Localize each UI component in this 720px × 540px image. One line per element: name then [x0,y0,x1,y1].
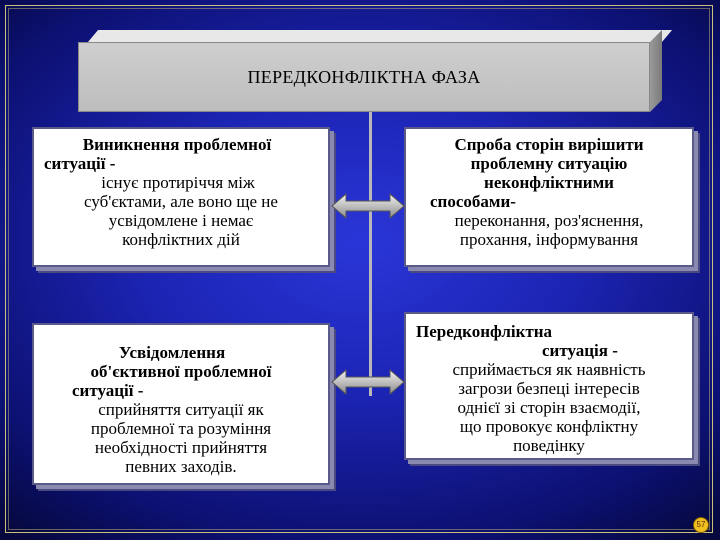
header-top-face [88,30,672,42]
box-br-line-3: сприймається як наявність [452,360,646,379]
box-bl-line-7: певних заходів. [125,457,237,476]
connector-vertical-line [369,112,372,396]
box-awareness [32,323,330,485]
header-title: ПЕРЕДКОНФЛІКТНА ФАЗА [247,66,481,87]
box-preconflict-situation [404,312,694,460]
box-tr-line-3: неконфліктними [484,173,614,192]
header-block [78,42,650,112]
box-bl-line-2: об'єктивної проблемної [90,362,272,381]
box-tr-line-6: прохання, інформування [459,230,639,249]
box-tr-line-1: Спроба сторін вирішити [454,135,644,154]
box-tl-line-4: суб'єктами, але воно ще не [84,192,278,211]
box-tl-line-2: ситуації - [44,154,116,173]
double-arrow-top [330,192,406,220]
box-bl-line-3: ситуації - [72,381,144,400]
header-side-face [650,30,662,112]
box-tl-line-3: існує протиріччя між [101,173,255,192]
box-tr-line-5: переконання, роз'яснення, [454,211,644,230]
box-br-line-6: що провокує конфліктну [459,417,639,436]
box-br-line-4: загрози безпеці інтересів [458,379,640,398]
box-tl-line-6: конфліктних дій [122,230,240,249]
page-number-badge: 57 [693,517,709,533]
box-bl-line-5: проблемної та розуміння [90,419,272,438]
box-tl-line-5: усвідомлене і немає [108,211,254,230]
box-br-line-5: однієї зі сторін взаємодії, [457,398,641,417]
box-tr-line-4: способами- [430,192,516,211]
box-tl-line-1: Виникнення проблемної [82,135,272,154]
box-bl-line-1: Усвідомлення [118,343,226,362]
box-br-line-2: ситуація - [542,341,618,360]
box-attempt-resolve [404,127,694,267]
box-br-line-7: поведінку [513,436,585,455]
double-arrow-bottom [330,368,406,396]
box-bl-line-4: сприйняття ситуації як [98,400,264,419]
box-problem-situation [32,127,330,267]
box-br-line-1: Передконфліктна [416,322,553,341]
box-tr-line-2: проблемну ситуацію [470,154,628,173]
box-bl-line-6: необхідності прийняття [94,438,268,457]
